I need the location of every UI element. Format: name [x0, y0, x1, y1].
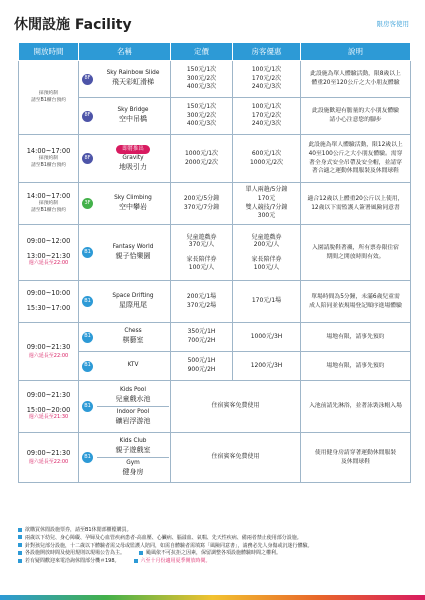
name-cell	[79, 183, 171, 225]
floor-badge: B1	[82, 452, 93, 463]
description-cell: 此設施為單人體驗活動，限12歲以上 40至100公斤之大小朋友體驗。需穿 著全身式安全吊帶及安全帽，並請穿 著合適之運動休閒服裝及休閒球鞋	[301, 135, 411, 183]
name-cell	[79, 61, 171, 98]
hours-cell	[19, 61, 79, 135]
facility-name-en: Kids Club	[119, 437, 147, 444]
hours-time: 14:00~17:00	[26, 191, 71, 200]
facility-name-zh: 親子恰樂園	[115, 251, 151, 260]
hours-note: 採預約制 請至B1櫃台預約	[30, 90, 67, 103]
floor-badge: B1	[82, 361, 93, 372]
price-cell: 200元/5分鐘 370元/7分鐘	[171, 183, 233, 225]
footnote-item: 各設施開放時間及使用規則以現場公告為主。 颱風依不可抗拒之因素，保留調整各項設施體驗時間之權利。	[18, 550, 410, 558]
floor-badge: 8F	[82, 153, 93, 164]
floor-badge: 8F	[82, 74, 93, 85]
hours-time: 14:00~17:00	[26, 146, 71, 155]
guest-price-cell: 單人兩趟/5分鐘 170元 雙人競技/7分鐘 300元	[233, 183, 301, 225]
guest-price-cell: 兒童遊戲券 200元/人 家長陪伴券 100元/人	[233, 225, 301, 281]
footnote-item: 欲購買休閒設施票券，請至B1休閒部櫃檯購買。	[18, 527, 410, 535]
guest-price-cell: 1000元/3H	[233, 323, 301, 352]
facility-name-en: Gravity	[122, 155, 144, 162]
footnote-item: 若有疑問歡迎來電洽詢休閒部分機＃198。 六至十月份適用夏季開放時間。	[18, 558, 410, 566]
facility-name-zh: 飛天彩虹滑梯	[112, 78, 154, 87]
facility-name-zh: 地吸引力	[119, 162, 147, 171]
hours-cell	[19, 183, 79, 225]
hours-cell	[19, 225, 79, 281]
footnote-item: 針對孩兒部分設施，十二歲以下體驗者需父母或監護人陪同，如需自體驗者需填寫「風險同意書」，請務必先人身傷或沉迷行體驗。	[18, 543, 410, 551]
name-cell	[79, 323, 171, 352]
facility-name-en: Sky Bridge	[117, 107, 149, 114]
hours-extension: 週六延長至22:00	[28, 260, 69, 267]
guest-price-cell: 100元/1次 170元/2次 240元/3次	[233, 98, 301, 135]
col-header-description: 說明	[301, 43, 411, 61]
description-cell: 此設施為單人體驗活動，限8歲以上 體重20至120公斤之大小朋友體驗	[301, 61, 411, 98]
col-header-price: 定價	[171, 43, 233, 61]
facility-name-en: KTV	[127, 362, 139, 369]
hours-note: 採預約制 請至B1櫃台預約	[30, 156, 67, 169]
footnote-item: 兩歲以下幼兒、身心障礙、孕婦及心血管疾病患者-高血壓、心臟病、腦溢血、氣喘、先天性疾病、備兩者禁止使用部分設施。	[18, 535, 410, 543]
name-cell	[79, 135, 171, 183]
free-use-cell: 住宿賓客免費使用	[171, 433, 301, 483]
table-header-row	[19, 43, 411, 61]
col-header-hours: 開放時間	[19, 43, 79, 61]
table-row	[19, 61, 411, 98]
description-cell: 此設施歡迎有膽量的大小朋友體驗 請小心注意您的腳步	[301, 98, 411, 135]
facility-name-zh: 兒童戲水池	[115, 394, 151, 403]
name-cell	[79, 352, 171, 381]
hours-cell	[19, 135, 79, 183]
coming-soon-badge: 即將推出	[116, 145, 150, 154]
price-cell: 150元/1次 300元/2次 400元/3次	[171, 98, 233, 135]
floor-badge: B1	[82, 332, 93, 343]
facility-name-en: Space Drifting	[112, 292, 154, 299]
footnotes	[18, 527, 410, 566]
table-row	[19, 281, 411, 323]
floor-badge: 8F	[82, 111, 93, 122]
hours-time: 09:00~21:30 15:00~20:00	[26, 390, 71, 414]
hours-cell	[19, 323, 79, 381]
facility-name-en: Kids Pool	[120, 386, 146, 393]
table-row	[19, 225, 411, 281]
guest-price-cell: 1200元/3H	[233, 352, 301, 381]
price-cell: 200元/1場 370元/2場	[171, 281, 233, 323]
floor-badge: B1	[82, 401, 93, 412]
description-cell: 適合12歲以上體重20公斤以上使用， 12歲以下需監護人簽署風險同意書	[301, 183, 411, 225]
page-title: 休閒設施 Facility	[14, 17, 132, 33]
facility-name-zh: 空中攀岩	[119, 202, 147, 211]
hours-extension: 週六延長至22:00	[28, 352, 69, 359]
description-cell: 場地有限，請事先預約	[301, 323, 411, 352]
price-cell: 1000元/1次 2000元/2次	[171, 135, 233, 183]
guest-price-cell: 170元/1場	[233, 281, 301, 323]
facility-name-en: Gym	[126, 460, 140, 466]
facility-name-en: Sky Rainbow Slide	[106, 70, 160, 77]
name-cell	[79, 381, 171, 433]
description-cell: 入園請脫鞋著襪，所有票券限住宿 期間之開放時間有效。	[301, 225, 411, 281]
hours-extension: 週六延長至22:00	[28, 458, 69, 465]
hours-time: 09:00~21:30	[26, 449, 71, 458]
facility-name-zh: 礦岩浮游池	[115, 416, 151, 425]
facility-table	[18, 42, 411, 483]
table-row	[19, 381, 411, 433]
facility-name-en: Indoor Pool	[116, 409, 150, 415]
price-cell: 兒童遊戲券 370元/人 家長陪伴券 100元/人	[171, 225, 233, 281]
table-row	[19, 135, 411, 183]
guest-price-cell: 600元/1次 1000元/2次	[233, 135, 301, 183]
facility-name-en: Fantasy World	[112, 243, 154, 250]
page-subtitle: 限房客使用	[376, 20, 409, 28]
price-cell: 150元/1次 300元/2次 400元/3次	[171, 61, 233, 98]
guest-price-cell: 100元/1次 170元/2次 240元/3次	[233, 61, 301, 98]
hours-cell	[19, 281, 79, 323]
facility-name-zh: 棋藝室	[122, 336, 144, 345]
facility-name-en: Chess	[124, 328, 142, 335]
name-cell	[79, 225, 171, 281]
price-cell: 500元/1H 900元/2H	[171, 352, 233, 381]
facility-name-en: Sky Climbing	[114, 194, 152, 201]
name-cell	[79, 281, 171, 323]
hours-time: 09:00~10:00 15:30~17:00	[26, 289, 71, 313]
hours-cell	[19, 433, 79, 483]
description-cell: 單場時間為5分鐘，未滿6歲兒童需 成人陪同並依規場登記順序進場體驗	[301, 281, 411, 323]
table-row	[19, 323, 411, 352]
name-cell	[79, 433, 171, 483]
name-cell	[79, 98, 171, 135]
description-cell: 入池前請先淋浴，並著泳裝泳帽入場	[301, 381, 411, 433]
col-header-guest-price: 房客優惠	[233, 43, 301, 61]
decorative-color-bar	[0, 595, 425, 600]
facility-name-zh: 空中吊橋	[119, 115, 147, 124]
table-row	[19, 433, 411, 483]
price-cell: 350元/1H 700元/2H	[171, 323, 233, 352]
floor-badge: B1	[82, 296, 93, 307]
floor-badge: B1	[82, 247, 93, 258]
free-use-cell: 住宿賓客免費使用	[171, 381, 301, 433]
floor-badge: 3F	[82, 198, 93, 209]
description-cell: 使用健身房請穿著運動休閒服裝 及休閒球鞋	[301, 433, 411, 483]
hours-extension: 週六延長至21:30	[28, 414, 69, 421]
col-header-name: 名稱	[79, 43, 171, 61]
hours-time: 09:00~21:30	[26, 343, 71, 352]
table-row	[19, 183, 411, 225]
facility-name-zh: 親子遊戲室	[115, 445, 151, 454]
facility-name-zh: 星際甩尾	[119, 300, 147, 309]
hours-cell	[19, 381, 79, 433]
hours-note: 採預約制 請至B1櫃台預約	[30, 201, 67, 214]
hours-time: 09:00~12:00 13:00~21:30	[26, 236, 71, 260]
facility-name-zh: 健身房	[122, 467, 144, 476]
description-cell: 場地有限，請事先預約	[301, 352, 411, 381]
